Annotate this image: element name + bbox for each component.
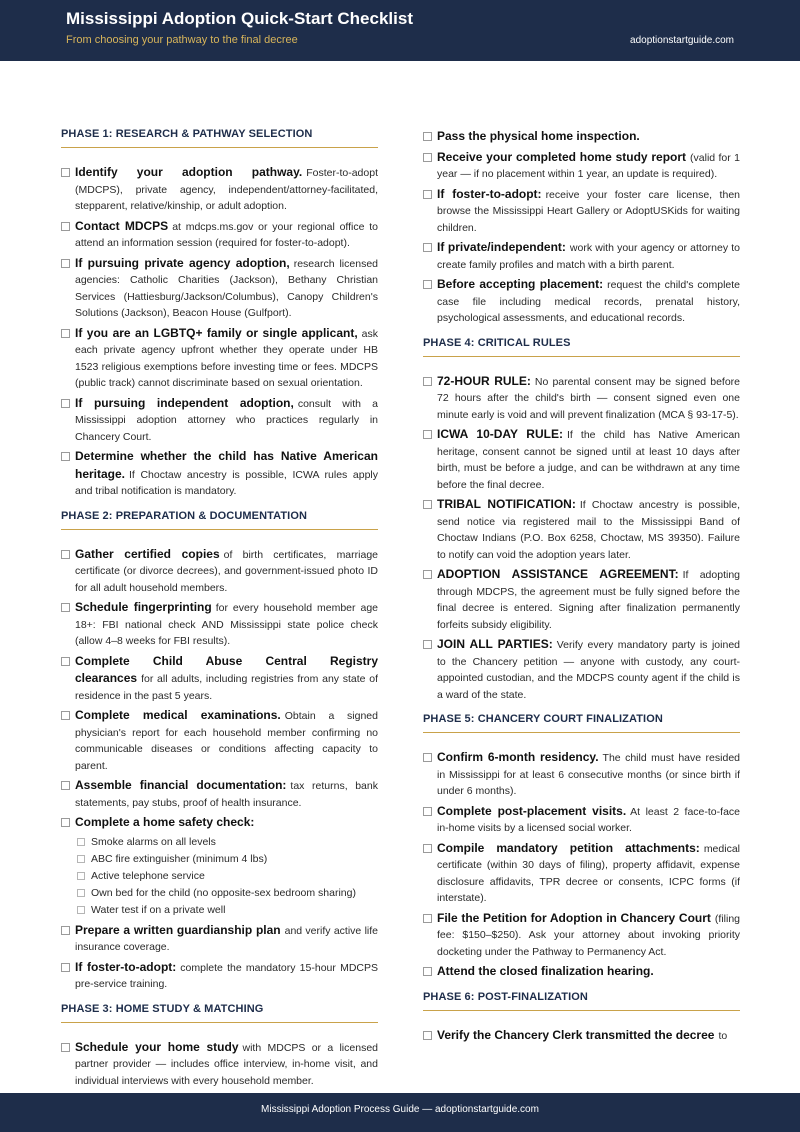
checkbox[interactable] [61, 657, 70, 666]
item-lead: Receive your completed home study report [437, 149, 687, 164]
checkbox[interactable] [61, 452, 70, 461]
checkbox[interactable] [77, 906, 85, 914]
phase-title: PHASE 6: POST-FINALIZATION [423, 991, 740, 1011]
item-lead: If foster-to-adopt: [437, 186, 542, 201]
checkbox[interactable] [61, 1043, 70, 1052]
item-body: consult with a Mississippi adoption attorney who practices regularly in Chancery Court. [75, 397, 378, 443]
item-body: ask each private agency upfront whether they operate under HB 1523 religious exemptions before investing time or fees. MDCPS (public track) cannot discriminate based on sexual orientation. [75, 327, 378, 389]
checkbox[interactable] [423, 1031, 432, 1040]
item-lead: File the Petition for Adoption in Chancery Court [437, 910, 711, 925]
checklist-item [61, 959, 378, 993]
checkbox[interactable] [423, 500, 432, 509]
page-header [0, 0, 800, 61]
item-lead: If foster-to-adopt: [75, 959, 177, 974]
item-body: (valid for 1 year — if no placement within 1 year, an update is required). [437, 151, 740, 180]
phase-title: PHASE 4: CRITICAL RULES [423, 337, 740, 357]
phase-section [61, 1003, 378, 1090]
item-lead: ADOPTION ASSISTANCE AGREEMENT: [437, 567, 679, 581]
item-lead: Before accepting placement: [437, 277, 604, 291]
checklist-item [61, 707, 378, 774]
item-lead: 72-HOUR RULE: [437, 373, 531, 388]
item-lead: Determine whether the child has Native American heritage. [75, 449, 378, 481]
checklist-item [61, 448, 378, 500]
checklist-item [61, 1039, 378, 1090]
page-title: Mississippi Adoption Quick-Start Checklist [66, 9, 413, 28]
phase-section-continued [423, 128, 740, 327]
item-body: If adopting through MDCPS, the agreement must be fully signed before the final decree is entered. Signing after finalization permanently forfeits subsidy eligibility. [437, 569, 740, 631]
item-lead: Verify the Chancery Clerk transmitted the decree [437, 1027, 715, 1042]
phase-title: PHASE 2: PREPARATION & DOCUMENTATION [61, 510, 378, 530]
phase-section [423, 713, 740, 981]
phase-section [61, 510, 378, 993]
item-body: at mdcps.ms.gov or your regional office to attend an information session (required for foster-to-adopt). [75, 220, 378, 249]
item-body: for all adults, including registries from any state of residence in the past 5 years. [75, 673, 378, 702]
phase-section [61, 128, 378, 500]
checklist-item [423, 239, 740, 273]
checklist-item [423, 128, 740, 146]
item-lead: Gather certified copies [75, 546, 220, 561]
item-lead: Complete medical examinations. [75, 708, 281, 722]
phase-section [423, 337, 740, 704]
checklist-item [61, 653, 378, 705]
checkbox[interactable] [61, 550, 70, 559]
checkbox[interactable] [423, 190, 432, 199]
item-lead: If private/independent: [437, 240, 566, 254]
checklist-item [423, 803, 740, 837]
checkbox[interactable] [423, 914, 432, 923]
item-lead: Contact MDCPS [75, 218, 169, 233]
item-lead: Complete Child Abuse Central Registry clearances [75, 653, 378, 685]
item-lead: ICWA 10-DAY RULE: [437, 427, 563, 441]
checkbox[interactable] [423, 377, 432, 386]
item-body: If Choctaw ancestry is possible, send notice via registered mail to the Mississippi Band of Choctaw Indians (P.O. Box 6258, Choctaw, MS 39350). Failure to notify can void the adoption years later. [437, 499, 740, 561]
checkbox[interactable] [61, 818, 70, 827]
sub-checklist-item [75, 834, 378, 851]
sub-checklist-item [75, 868, 378, 885]
page-footer [0, 1093, 800, 1132]
item-body: If the child has Native American heritage, consent cannot be signed until at least 10 days after birth, must be before a judge, and can be withdrawn at any time before the final decree. [437, 429, 740, 491]
item-body: No parental consent may be signed before 72 hours after the child's birth — consent signed even one minute early is void and will prevent finalization (MCA § 93-17-5). [437, 375, 740, 421]
checkbox[interactable] [423, 132, 432, 141]
checklist-item [423, 749, 740, 800]
item-body: (filing fee: $150–$250). Ask your attorney about invoking priority docketing under the Pathway to Permanency Act. [437, 912, 740, 958]
item-body: Foster-to-adopt (MDCPS), private agency, independent/attorney-facilitated, stepparent, relative/kinship, or adult adoption. [75, 167, 378, 212]
item-body: of birth certificates, marriage certificate (or divorce decrees), and government-issued photo ID for all adult household members. [75, 548, 378, 594]
checklist-item [61, 325, 378, 392]
page-subtitle: From choosing your pathway to the final decree [66, 34, 298, 46]
checkbox[interactable] [61, 963, 70, 972]
checklist-item [61, 218, 378, 252]
item-body: Verify every mandatory party is joined to the Chancery petition — anyone with custody, any court-appointed custodian, and the MDCPS county agent if the child is a ward of the state. [437, 639, 740, 701]
checkbox[interactable] [423, 570, 432, 579]
checkbox[interactable] [61, 168, 70, 177]
item-lead: Prepare a written guardianship plan [75, 922, 281, 937]
item-lead: If pursuing private agency adoption, [75, 255, 290, 270]
item-lead: If pursuing independent adoption, [75, 395, 294, 410]
checklist-item [423, 373, 740, 424]
checkbox[interactable] [61, 329, 70, 338]
item-lead: Pass the physical home inspection. [437, 129, 640, 143]
item-body: work with your agency or attorney to create family profiles and match with a birth parent. [437, 242, 740, 271]
item-body: and verify active life insurance coverage. [75, 924, 378, 953]
checklist-item [423, 566, 740, 633]
item-lead: Complete post-placement visits. [437, 803, 627, 818]
right-column [423, 128, 740, 1090]
checklist-item [61, 922, 378, 956]
checkbox[interactable] [61, 399, 70, 408]
sub-checklist-item [75, 885, 378, 902]
checklist-item [423, 276, 740, 327]
checkbox[interactable] [423, 640, 432, 649]
sub-item-label: Smoke alarms on all levels [91, 835, 216, 848]
item-lead: TRIBAL NOTIFICATION: [437, 497, 576, 511]
site-url: adoptionstartguide.com [630, 35, 734, 46]
checklist-item [423, 426, 740, 493]
phase-title: PHASE 1: RESEARCH & PATHWAY SELECTION [61, 128, 378, 148]
phase-title: PHASE 3: HOME STUDY & MATCHING [61, 1003, 378, 1023]
checkbox[interactable] [423, 807, 432, 816]
checkbox[interactable] [423, 844, 432, 853]
checklist-item [423, 496, 740, 563]
checklist-item [61, 164, 378, 215]
item-body: The child must have resided in Mississippi for at least 6 consecutive months (or since birth if under 6 months). [437, 752, 740, 797]
checklist-item [423, 186, 740, 237]
item-lead: Schedule your home study [75, 1039, 239, 1054]
checklist-item [423, 963, 740, 981]
item-body: Obtain a signed physician's report for each household member confirming no communicable diseases or conditions affecting capacity to parent. [75, 710, 378, 772]
checkbox[interactable] [423, 753, 432, 762]
item-lead: Compile mandatory petition attachments: [437, 840, 700, 855]
checklist-item [423, 149, 740, 183]
checkbox[interactable] [61, 259, 70, 268]
checkbox[interactable] [61, 781, 70, 790]
checklist-item [61, 255, 378, 322]
item-body: At least 2 face-to-face in-home visits by a licensed social worker. [437, 805, 740, 834]
item-body: for every household member age 18+: FBI national check AND Mississippi state police check (allow 4–8 weeks for FBI results). [75, 602, 378, 647]
checkbox[interactable] [423, 153, 432, 162]
item-lead: Assemble financial documentation: [75, 778, 287, 792]
sub-item-label: ABC fire extinguisher (minimum 4 lbs) [91, 852, 268, 865]
item-lead: If you are an LGBTQ+ family or single applicant, [75, 325, 358, 340]
checkbox[interactable] [77, 872, 85, 880]
item-lead: JOIN ALL PARTIES: [437, 637, 553, 651]
footer-text: Mississippi Adoption Process Guide — adoptionstartguide.com [261, 1104, 539, 1115]
checkbox[interactable] [61, 926, 70, 935]
checkbox[interactable] [423, 243, 432, 252]
phase-title: PHASE 5: CHANCERY COURT FINALIZATION [423, 713, 740, 733]
sub-item-label: Active telephone service [91, 869, 205, 882]
checklist-item [423, 840, 740, 907]
checkbox[interactable] [423, 967, 432, 976]
checklist-item [61, 546, 378, 597]
item-body: tax returns, bank statements, pay stubs, proof of health insurance. [75, 780, 378, 809]
checkbox[interactable] [61, 222, 70, 231]
sub-checklist-item [75, 902, 378, 919]
checklist-item [423, 910, 740, 961]
sub-item-label: Water test if on a private well [91, 903, 226, 916]
checkbox[interactable] [77, 889, 85, 897]
item-body: research licensed agencies: Catholic Charities (Jackson), Bethany Christian Services (Hattiesburg/Jackson/Columbus), Canopy Children's Solutions (Jackson), Beacon House (Gulfport). [75, 257, 378, 319]
item-body: request the child's complete case file including medical records, prenatal history, psychological assessments, and educational records. [437, 279, 740, 324]
checkbox[interactable] [423, 280, 432, 289]
item-body: complete the mandatory 15-hour MDCPS pre-service training. [75, 961, 378, 990]
sub-item-label: Own bed for the child (no opposite-sex bedroom sharing) [91, 886, 356, 899]
sub-checklist-item [75, 851, 378, 868]
item-body: receive your foster care license, then browse the Mississippi Heart Gallery or AdoptUSKids for waiting children. [437, 188, 740, 234]
checklist-item [423, 1027, 740, 1045]
checklist-item [61, 599, 378, 650]
checklist-item [61, 814, 378, 919]
checklist-item [61, 777, 378, 811]
item-body: If Choctaw ancestry is possible, ICWA rules apply and tribal notification is mandatory. [75, 468, 378, 497]
item-lead: Complete a home safety check: [75, 815, 255, 829]
item-body: with MDCPS or a licensed partner provider — includes office interview, in-home visit, and individual interviews with every household member. [75, 1041, 378, 1087]
item-lead: Attend the closed finalization hearing. [437, 964, 654, 978]
checkbox[interactable] [423, 430, 432, 439]
checklist-item [61, 395, 378, 446]
left-column [61, 128, 378, 1090]
item-lead: Identify your adoption pathway. [75, 165, 303, 179]
checkbox[interactable] [61, 603, 70, 612]
checkbox[interactable] [77, 855, 85, 863]
item-body: medical certificate (within 30 days of filing), property affidavit, expense disclosure affidavits, TPR decree or consents, ICPC forms (if interstate). [437, 842, 740, 904]
sub-checklist [75, 834, 378, 919]
item-body: to [718, 1029, 728, 1042]
item-lead: Confirm 6-month residency. [437, 750, 599, 764]
checklist-item [423, 636, 740, 703]
phase-section [423, 991, 740, 1045]
checkbox[interactable] [61, 711, 70, 720]
checkbox[interactable] [77, 838, 85, 846]
item-lead: Schedule fingerprinting [75, 600, 212, 614]
